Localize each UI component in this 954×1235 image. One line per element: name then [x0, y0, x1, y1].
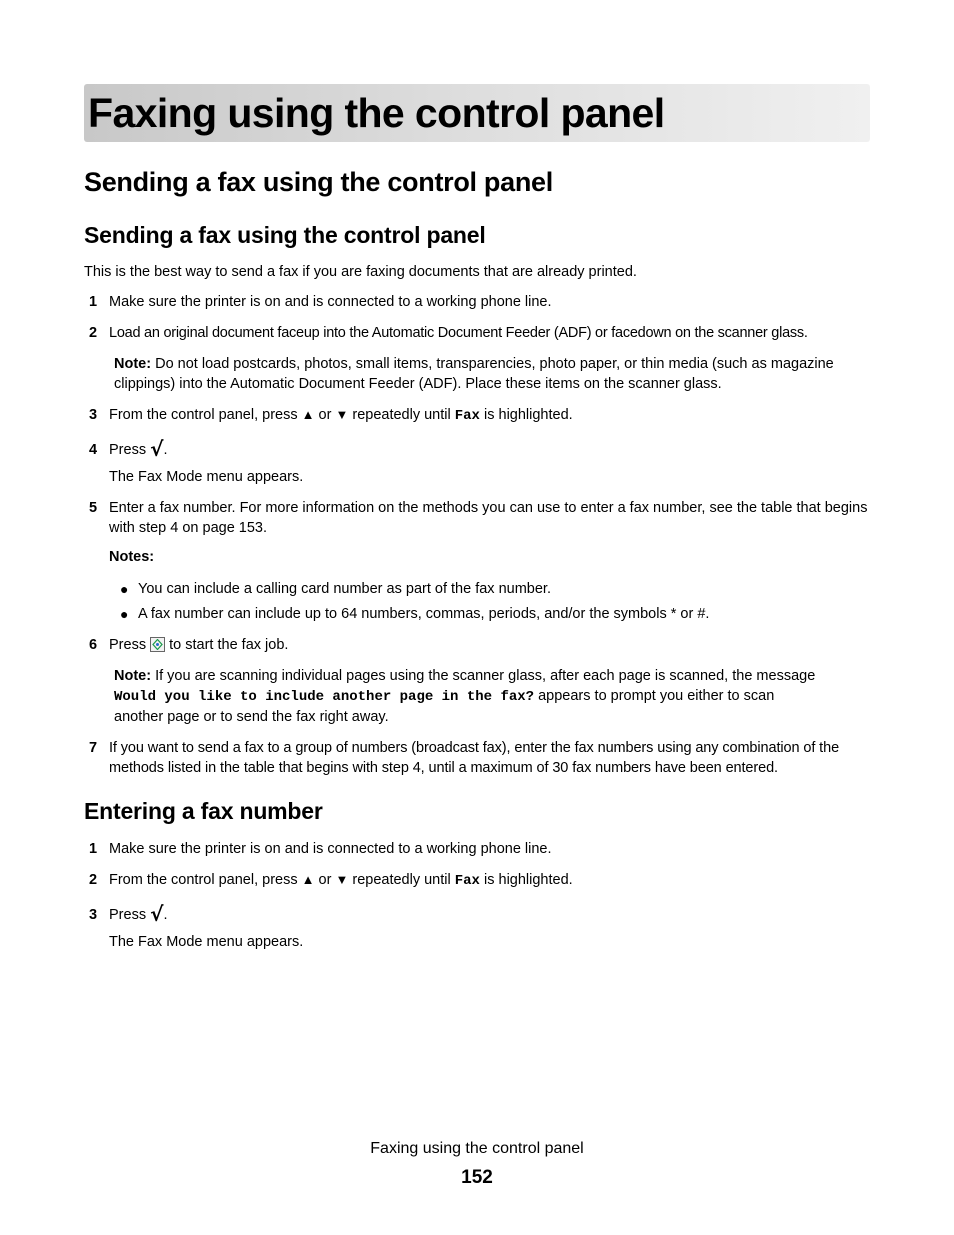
step-number: 3	[89, 407, 98, 423]
step-subtext: The Fax Mode menu appears.	[109, 934, 304, 950]
code-text: Fax	[454, 408, 480, 424]
step-number: 1	[89, 294, 98, 310]
bullet-icon: ●	[120, 581, 129, 597]
intro-text: This is the best way to send a fax if you are faxing documents that are already printed.	[84, 264, 637, 280]
subsection-title-sending: Sending a fax using the control panel	[84, 222, 486, 248]
step-number: 5	[89, 500, 98, 516]
note-text: If you are scanning individual pages using the scanner glass, after each page is scanned, the message	[155, 668, 816, 684]
bullet-text: You can include a calling card number as part of the fax number.	[138, 581, 551, 597]
note-label: Note:	[114, 668, 152, 684]
step-number: 4	[89, 442, 98, 458]
step-number: 2	[89, 325, 98, 341]
step-text: Load an original document faceup into the Automatic Document Feeder (ADF) or facedown on the scanner glass.	[109, 325, 808, 341]
step-number: 1	[89, 841, 98, 857]
step-number: 2	[89, 872, 98, 888]
checkmark-icon: √	[150, 902, 164, 926]
step-text: Enter a fax number. For more information on the methods you can use to enter a fax number, see the table that begins with step 4 on page 153.	[109, 500, 868, 536]
bullet-text: A fax number can include up to 64 numbers, commas, periods, and/or the symbols * or #.	[138, 606, 710, 622]
step-text: Press √.	[109, 437, 168, 461]
up-arrow-icon: ▲	[301, 872, 315, 887]
note-line: Would you like to include another page in the fax? appears to prompt you either to scan	[114, 688, 775, 705]
step-number: 3	[89, 907, 98, 923]
down-arrow-icon: ▼	[335, 872, 349, 887]
step-text: Make sure the printer is on and is connected to a working phone line.	[109, 294, 552, 310]
note-block	[114, 666, 815, 686]
up-arrow-icon: ▲	[301, 407, 315, 422]
step-text: Press to start the fax job.	[109, 637, 289, 653]
step-text: From the control panel, press ▲ or ▼ repeatedly until Fax is highlighted.	[109, 407, 573, 424]
step-text: From the control panel, press ▲ or ▼ repeatedly until Fax is highlighted.	[109, 872, 573, 889]
chapter-title: Faxing using the control panel	[88, 90, 665, 136]
step-text: Press √.	[109, 902, 168, 926]
step-number: 6	[89, 637, 98, 653]
footer-title: Faxing using the control panel	[370, 1140, 584, 1157]
step-number: 7	[89, 740, 98, 756]
down-arrow-icon: ▼	[335, 407, 349, 422]
section-title: Sending a fax using the control panel	[84, 167, 553, 197]
checkmark-icon: √	[150, 437, 164, 461]
chapter-header-bar	[84, 84, 870, 142]
start-icon	[150, 637, 165, 652]
note-line: another page or to send the fax right away.	[114, 709, 389, 725]
note-block	[114, 354, 874, 394]
page-number: 152	[461, 1167, 493, 1188]
notes-label: Notes:	[109, 549, 155, 565]
step-subtext: The Fax Mode menu appears.	[109, 469, 304, 485]
subsection-title-entering: Entering a fax number	[84, 798, 323, 824]
bullet-icon: ●	[120, 606, 129, 622]
code-text: Fax	[454, 873, 480, 889]
step-text: If you want to send a fax to a group of numbers (broadcast fax), enter the fax numbers using any combination of the methods listed in the table that begins with step 4, until a maximum of 30 fax numbers have been entered.	[109, 740, 840, 776]
code-text: Would you like to include another page in the fax?	[114, 689, 535, 705]
note-text: Do not load postcards, photos, small items, transparencies, photo paper, or thin media (such as magazine clippings) into the Automatic Document Feeder (ADF). Place these items on the scanner glass.	[114, 356, 834, 392]
note-label: Note:	[114, 356, 152, 372]
step-text: Make sure the printer is on and is connected to a working phone line.	[109, 841, 552, 857]
